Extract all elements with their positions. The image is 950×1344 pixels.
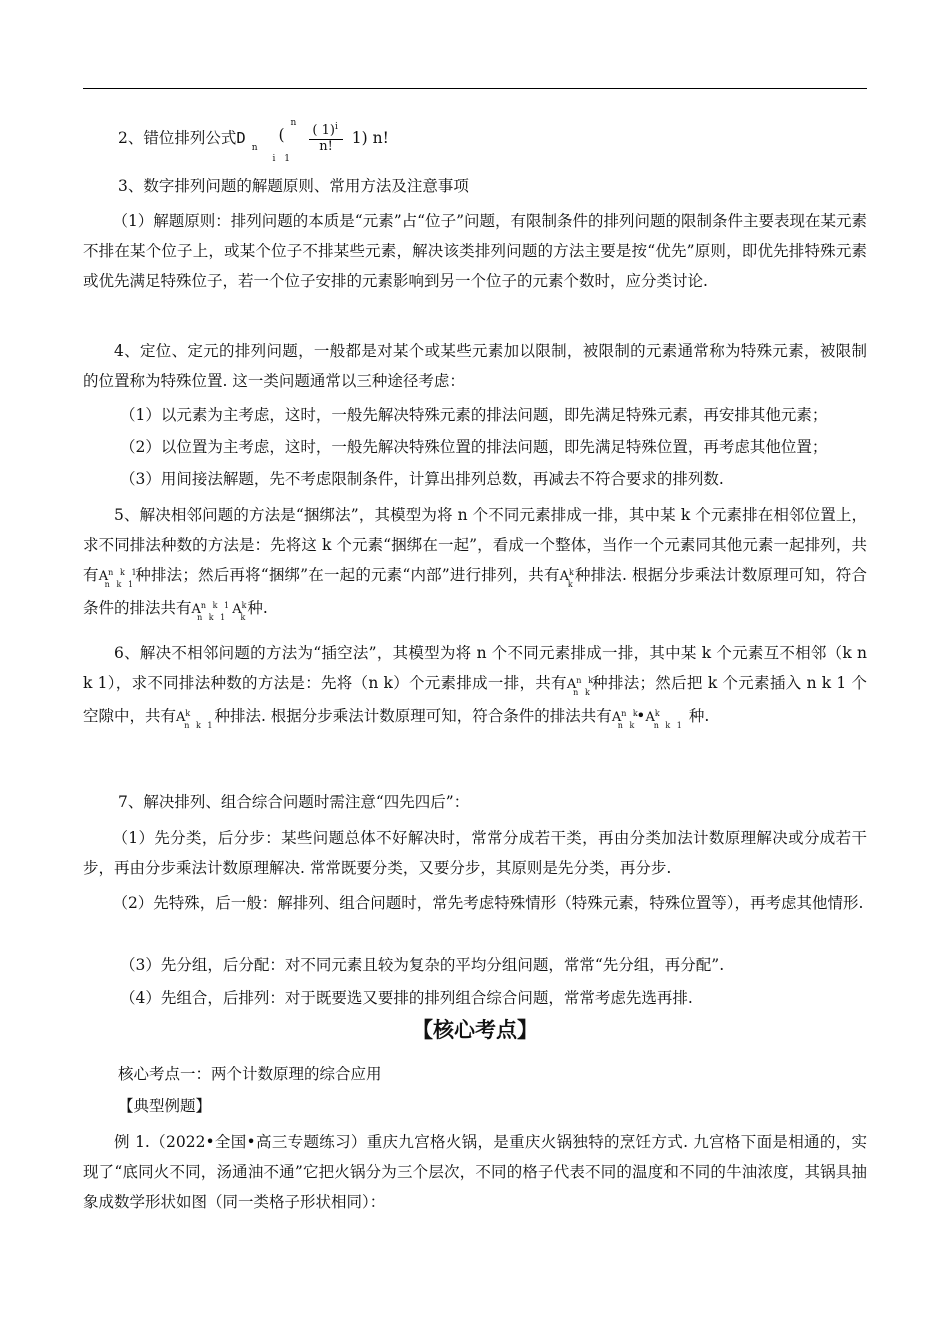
section-4-item-3: （3）用间接法解题，先不考虑限制条件，计算出排列总数，再减去不符合要求的排列数. <box>120 470 724 488</box>
core-heading: 【核心考点】 <box>412 1017 538 1042</box>
s5-A1: A <box>98 569 109 584</box>
formula-fraction <box>309 124 342 154</box>
s6-A1-sub: n k <box>573 688 592 697</box>
section-7-item-4: （4）先组合，后排列：对于既要选又要排的排列组合综合问题，常常考虑先选再排. <box>120 989 693 1007</box>
example-1: 例 1.（2022•全国•高三专题练习）重庆九宫格火锅，是重庆火锅独特的烹饪方式. 九宫格下面是相通的，实现了“底同火不同，汤通油不通”它把火锅分为三个层次，不同的格子代表不同的温度和不同的牛油浓度，其锅具抽象成数学形状如图（同一类格子形状相同）： <box>83 1133 867 1211</box>
section-6 <box>83 638 867 734</box>
s5-A2-sup: k <box>569 568 576 577</box>
s6-text-1: 6、解决不相邻问题的方法为“插空法”，其模型为将 n 个不同元素排成一排，其中某 k 个元素互不相邻（k n k 1），求不同排法种数的方法是：先将（n k）个元素排成一排，共有 <box>83 644 867 692</box>
core-point-1: 核心考点一：两个计数原理的综合应用 <box>118 1065 382 1083</box>
numerator-text: ( 1) <box>312 123 335 138</box>
s5-text-3: 种排法. 根据分步乘法计数原理可知，符合条件的排法共有 <box>83 566 867 617</box>
fraction-denominator: n! <box>319 139 333 154</box>
s5-text-4: 种. <box>247 599 268 617</box>
s5-text-2: 种排法；然后再将“捆绑”在一起的元素“内部”进行排列，共有 <box>135 566 560 584</box>
s5-A3-sup: n k 1 <box>200 601 232 610</box>
section-5 <box>83 500 867 626</box>
s5-text-1: 5、解决相邻问题的方法是“捆绑法”，其模型为将 n 个不同元素排成一排，其中某 k 个元素排在相邻位置上，求不同排法种数的方法是：先将这 k 个元素“捆绑在一起”，看成一个整体，当作一个元素同其他元素一起排列，共有 <box>83 506 867 584</box>
header-rule <box>83 88 867 89</box>
s6-A3-sup: n k <box>621 709 640 718</box>
section-4-intro: 4、定位、定元的排列问题，一般都是对某个或某些元素加以限制，被限制的元素通常称为特殊元素，被限制的位置称为特殊位置. 这一类问题通常以三种途径考虑： <box>83 342 867 390</box>
section-7-item-3: （3）先分组，后分配：对不同元素且较为复杂的平均分组问题，常常“先分组，再分配”. <box>120 956 725 974</box>
section-4-item-2: （2）以位置为主考虑，这时，一般先解决特殊位置的排法问题，即先满足特殊位置，再考虑其他位置； <box>120 438 828 456</box>
s6-A4-sub: n k 1 <box>653 721 684 730</box>
derangement-formula <box>118 118 389 164</box>
s5-A1-sub: n k 1 <box>104 580 136 589</box>
example-label: 【典型例题】 <box>118 1097 212 1115</box>
s5-A4: A <box>232 602 242 617</box>
numerator-exp: i <box>334 122 340 132</box>
s6-A3-sub: n k <box>617 721 637 730</box>
s5-A4-sup: k <box>241 601 249 610</box>
s6-A4: A <box>645 710 655 725</box>
s5-A4-sub: k <box>240 613 248 622</box>
formula-D: D <box>236 129 246 147</box>
sum-upper: n <box>290 118 299 128</box>
s6-text-3: 种排法. 根据分步乘法计数原理可知，符合条件的排法共有 <box>214 707 612 725</box>
s5-A3: A <box>191 602 201 617</box>
s6-A1-sup: n k <box>576 676 596 685</box>
s6-A2-sub: n k 1 <box>184 721 215 730</box>
fraction-numerator <box>309 124 342 140</box>
section-7-intro: 7、解决排列、组合综合问题时需注意“四先四后”： <box>118 793 470 811</box>
sum-lower: i 1 <box>272 154 293 164</box>
s5-A3-sub: n k 1 <box>197 613 228 622</box>
s6-A2-sup: k <box>185 709 193 718</box>
section-3-body: （1）解题原则：排列问题的本质是“元素”占“位子”问题，有限制条件的排列问题的限制条件主要表现在某元素不排在某个位子上，或某个位子不排某些元素，解决该类排列问题的方法主要是按“优先”原则，即优先排特殊元素或优先满足特殊位子，若一个位子安排的元素影响到另一个位子的元素个数时，应分类讨论. <box>83 212 867 290</box>
section-7-item-1: （1）先分类，后分步：某些问题总体不好解决时，常常分成若干类，再由分类加法计数原理解决或分成若干步，再由分步乘法计数原理解决. 常常既要分类，又要分步，其原则是先分类，再分步. <box>83 829 867 877</box>
s5-A1-sup: n k 1 <box>108 568 139 577</box>
formula-label: 2、错位排列公式 <box>118 129 237 147</box>
s6-text-2: 种排法；然后把 k 个元素插入 n k 1 个空隙中，共有 <box>83 674 867 725</box>
formula-tail: 1) n! <box>351 129 389 147</box>
section-3-title: 3、数字排列问题的解题原则、常用方法及注意事项 <box>118 177 469 195</box>
s5-A2-sub: k <box>567 580 575 589</box>
s6-dot: • <box>636 707 646 725</box>
s6-text-4: 种. <box>688 707 710 725</box>
s6-A2: A <box>176 710 186 725</box>
formula-D-sub: n <box>251 143 260 153</box>
section-4-item-1: （1）以元素为主考虑，这时，一般先解决特殊元素的排法问题，即先满足特殊元素，再安排其他元素； <box>120 406 828 424</box>
s6-A3: A <box>611 710 622 725</box>
s6-A1: A <box>566 677 577 692</box>
paren-open: ( <box>278 126 285 144</box>
section-7-item-2: （2）先特殊，后一般：解排列、组合问题时，常先考虑特殊情形（特殊元素，特殊位置等），再考虑其他情形. <box>112 894 864 912</box>
sum-symbol <box>264 118 300 164</box>
s5-A2: A <box>559 569 570 584</box>
s6-A4-sup: k <box>654 709 662 718</box>
